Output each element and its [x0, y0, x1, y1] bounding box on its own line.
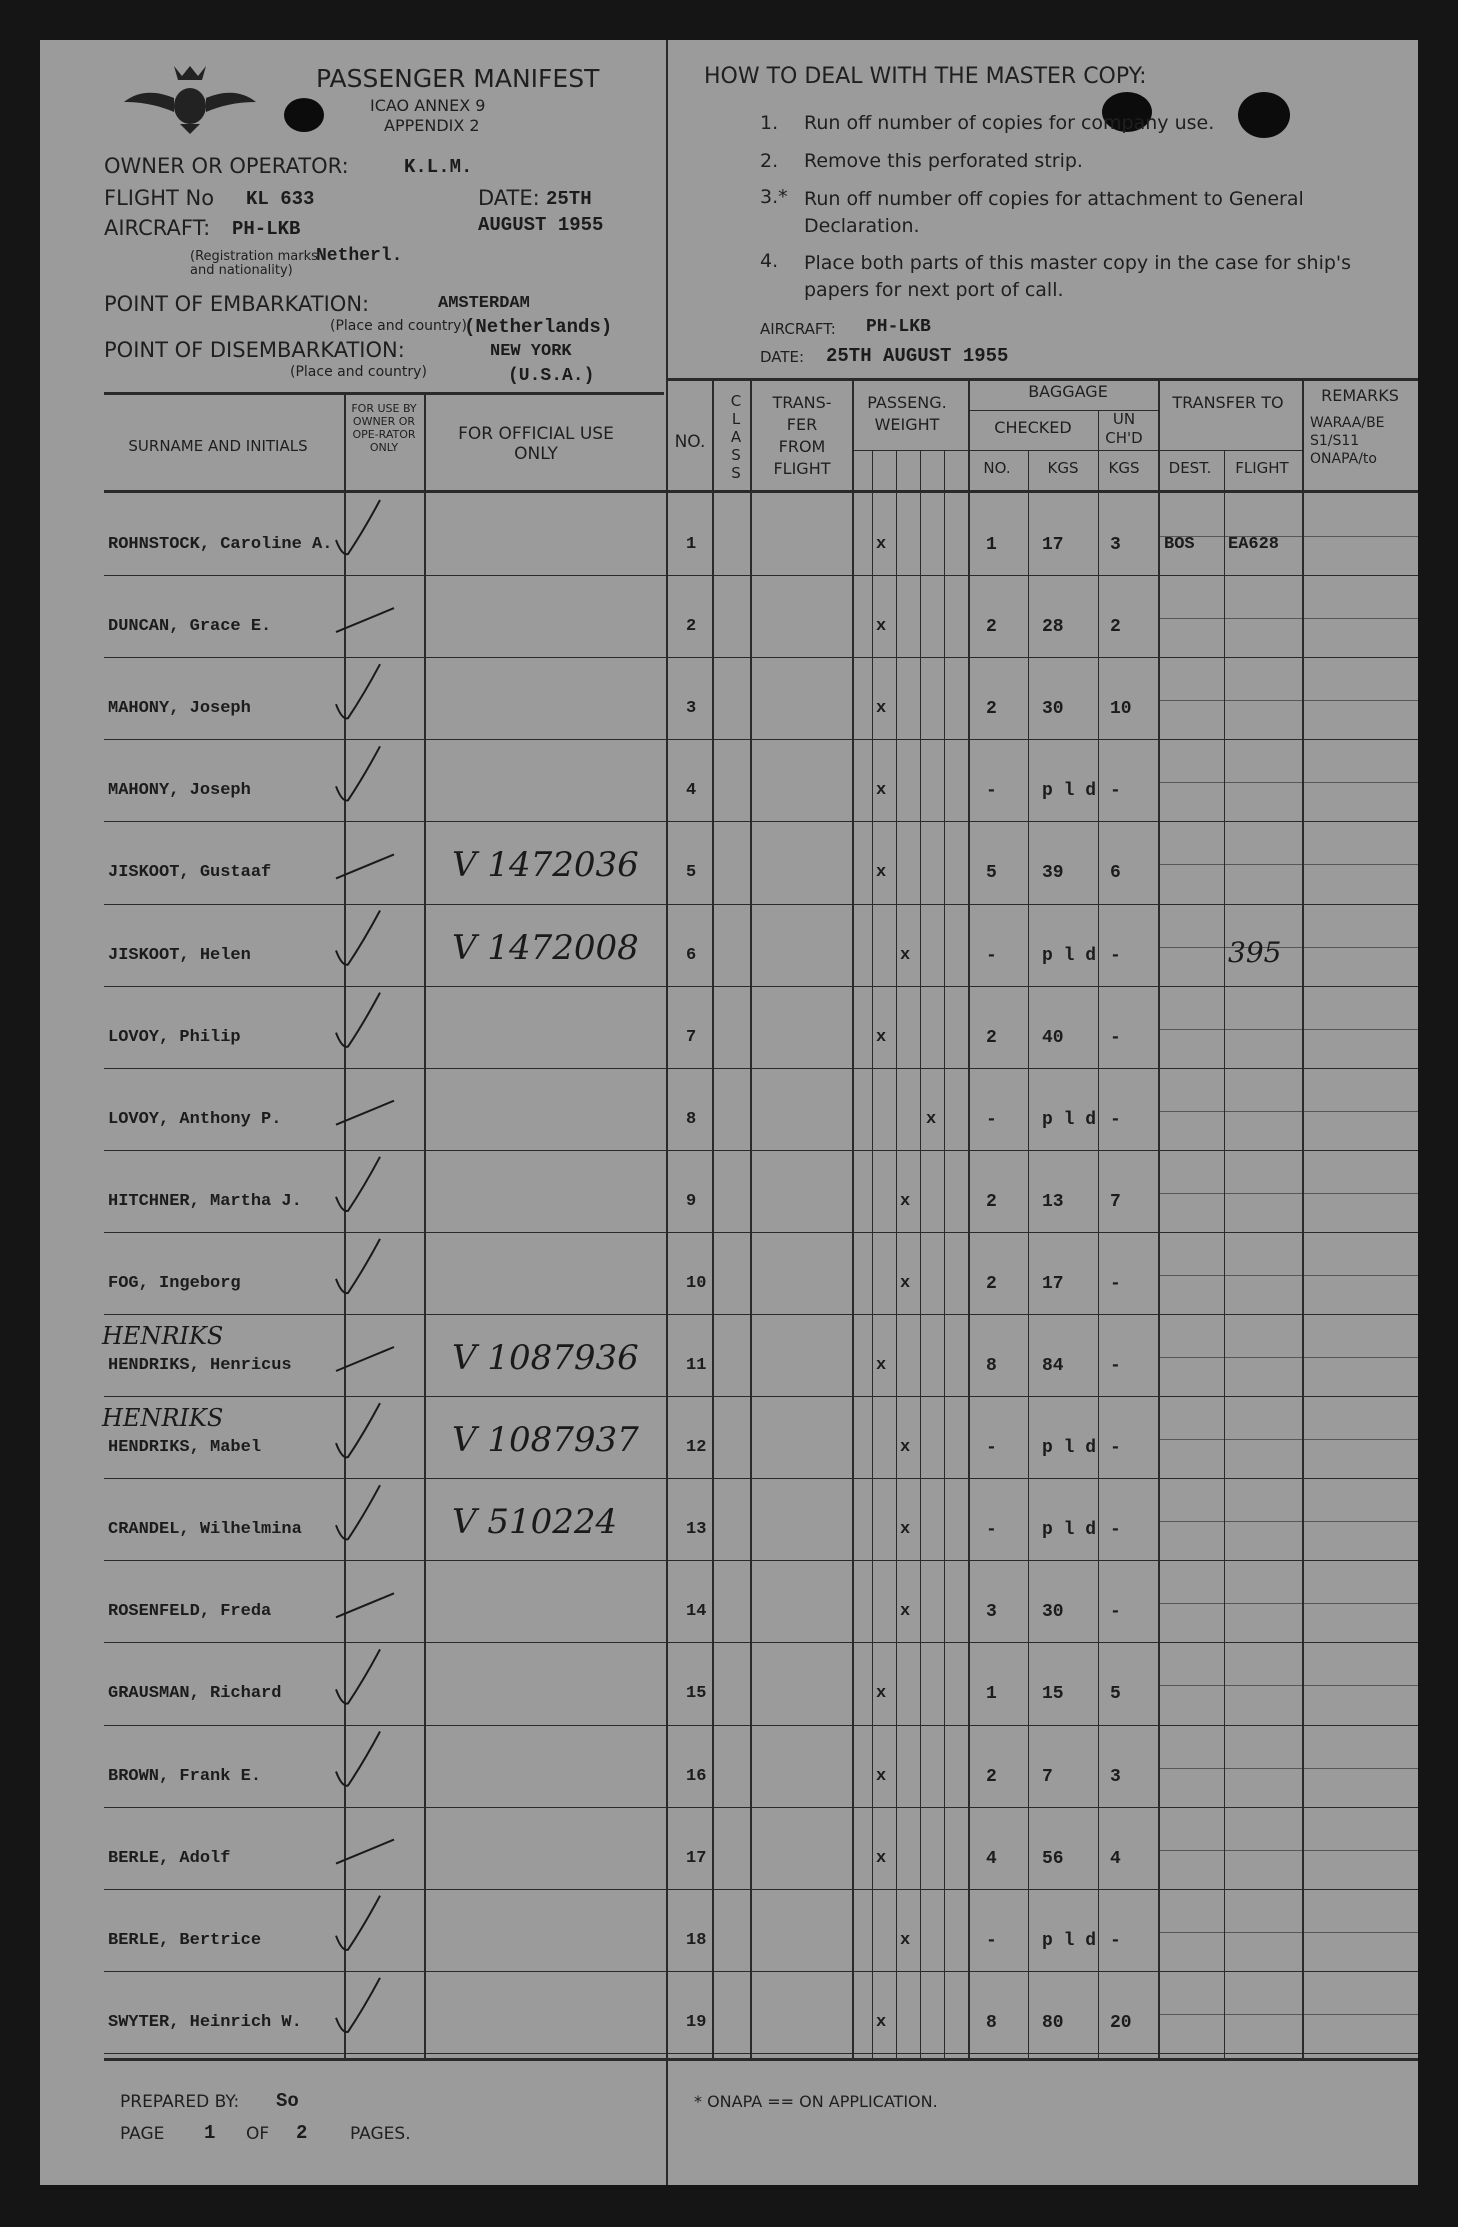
row-divider: [104, 1396, 1418, 1397]
weight-mark: x: [876, 1356, 887, 1375]
baggage-kgs: 39: [1042, 863, 1064, 884]
instruction-number: 1.: [760, 112, 779, 134]
checkmark-strokes: [330, 470, 490, 2090]
passenger-number: 4: [686, 781, 697, 801]
row-divider: [104, 2053, 1418, 2054]
unchecked-kgs: 20: [1110, 2012, 1132, 2033]
baggage-kgs: p l d: [1042, 1438, 1097, 1459]
checkmark-stroke: [336, 500, 380, 554]
row-divider: [104, 657, 1418, 658]
instruction-number: 3.*: [760, 186, 788, 208]
annex-label: ICAO ANNEX 9: [370, 96, 486, 115]
disembark-sub: (Place and country): [290, 364, 427, 380]
row-divider: [104, 821, 1418, 822]
row-divider: [104, 1068, 1418, 1069]
baggage-kgs: p l d: [1042, 945, 1097, 966]
embark-label: POINT OF EMBARKATION:: [104, 292, 370, 316]
baggage-count: 8: [986, 2012, 997, 2033]
weight-mark: x: [876, 863, 887, 883]
transfer-flight: EA628: [1228, 535, 1280, 554]
passenger-name: HITCHNER, Martha J.: [108, 1191, 302, 1211]
disembark-label: POINT OF DISEMBARKATION:: [104, 338, 405, 362]
weight-mark: x: [876, 699, 887, 719]
passenger-number: 9: [686, 1191, 697, 1211]
baggage-kgs: 15: [1042, 1684, 1064, 1705]
row-divider: [1158, 1768, 1418, 1769]
klm-crown-logo: [120, 58, 260, 138]
passenger-name: ROSENFELD, Freda: [108, 1602, 272, 1622]
col-header-baggage: BAGGAGE: [1028, 382, 1108, 401]
table-bottom-border: [104, 2058, 1418, 2061]
column-divider: [1158, 380, 1160, 2060]
baggage-kgs: 56: [1042, 1848, 1064, 1869]
row-divider: [1158, 1603, 1418, 1604]
strip-date-label: DATE:: [760, 348, 805, 366]
baggage-kgs: 28: [1042, 617, 1064, 638]
unchecked-kgs: -: [1110, 1027, 1121, 1048]
embark-value: AMSTERDAM: [438, 294, 530, 313]
column-divider: [968, 380, 970, 2060]
row-divider: [104, 1150, 1418, 1151]
passenger-name: HENDRIKS, Henricus: [108, 1356, 292, 1375]
name-correction: HENRIKS: [102, 1404, 224, 1433]
strip-aircraft-value: PH-LKB: [866, 317, 931, 337]
column-divider: [944, 450, 945, 2060]
instructions-title: HOW TO DEAL WITH THE MASTER COPY:: [704, 64, 1147, 89]
aircraft-label: AIRCRAFT:: [104, 216, 211, 240]
weight-mark: x: [876, 1684, 887, 1704]
row-divider: [104, 904, 1418, 905]
unchecked-kgs: -: [1110, 945, 1121, 966]
unchecked-kgs: -: [1110, 1930, 1121, 1951]
disembark-value: NEW YORK: [490, 342, 572, 361]
baggage-count: 2: [986, 1191, 997, 1212]
weight-mark: x: [900, 1438, 911, 1458]
of-label: OF: [246, 2124, 270, 2144]
passenger-number: 8: [686, 1109, 697, 1129]
column-divider: [1302, 380, 1304, 2060]
baggage-count: -: [986, 1109, 997, 1130]
row-divider: [104, 1889, 1418, 1890]
unchecked-kgs: -: [1110, 1109, 1121, 1130]
passenger-number: 18: [686, 1930, 707, 1950]
col-header-flight: FLIGHT: [1235, 459, 1289, 477]
col-header-unchd: UN CH'D: [1105, 410, 1143, 447]
baggage-kgs: 17: [1042, 1273, 1064, 1294]
unchecked-kgs: 2: [1110, 617, 1121, 638]
row-divider: [104, 739, 1418, 740]
column-divider: [872, 450, 873, 2060]
checkmark-stroke: [336, 1485, 380, 1539]
pages-label: PAGES.: [350, 2124, 411, 2144]
baggage-count: 1: [986, 535, 997, 555]
col-header-no: NO.: [674, 432, 706, 452]
passenger-name: CRANDEL, Wilhelmina: [108, 1520, 302, 1540]
date-value-2: AUGUST 1955: [478, 214, 604, 236]
document-title: PASSENGER MANIFEST: [316, 64, 600, 93]
instruction-text: Run off number off copies for attachment to General Declaration.: [804, 188, 1304, 237]
passenger-name: GRAUSMAN, Richard: [108, 1684, 282, 1704]
baggage-kgs: 80: [1042, 2012, 1064, 2033]
checkmark-stroke: [336, 1896, 380, 1950]
page-total: 2: [296, 2122, 308, 2144]
baggage-count: 2: [986, 1766, 997, 1787]
baggage-count: 1: [986, 1684, 997, 1705]
col-header-remarks-sub: WARAA/BE S1/S11 ONAPA/to: [1310, 415, 1385, 467]
passenger-number: 16: [686, 1766, 707, 1786]
baggage-count: -: [986, 1438, 997, 1459]
col-header-dest: DEST.: [1168, 459, 1212, 477]
flight-label: FLIGHT No: [104, 186, 215, 210]
checkmark-stroke: [336, 1732, 380, 1786]
baggage-count: -: [986, 1520, 997, 1541]
passenger-number: 14: [686, 1602, 707, 1622]
unchecked-kgs: -: [1110, 1438, 1121, 1459]
row-divider: [1158, 1357, 1418, 1358]
checkmark-stroke: [336, 1840, 394, 1864]
row-divider: [104, 1314, 1418, 1315]
owner-value: K.L.M.: [404, 156, 473, 178]
column-divider: [1224, 450, 1225, 2060]
baggage-kgs: 30: [1042, 1602, 1064, 1623]
weight-mark: x: [926, 1109, 937, 1129]
instruction-text: Place both parts of this master copy in the case for ship's papers for next port of call.: [804, 252, 1352, 301]
checkmark-stroke: [336, 746, 380, 800]
col-header-surname: SURNAME AND INITIALS: [128, 437, 308, 455]
row-divider: [1158, 700, 1418, 701]
checkmark-stroke: [336, 911, 380, 965]
baggage-kgs: 40: [1042, 1027, 1064, 1048]
row-divider: [1158, 947, 1418, 948]
passenger-name: BERLE, Adolf: [108, 1848, 231, 1868]
passenger-name: BROWN, Frank E.: [108, 1766, 262, 1786]
aircraft-value: PH-LKB: [232, 218, 301, 240]
transfer-dest: BOS: [1164, 535, 1195, 554]
row-divider: [104, 1642, 1418, 1643]
weight-mark: x: [876, 781, 887, 801]
weight-mark: x: [876, 2012, 887, 2032]
checkmark-stroke: [336, 1157, 380, 1211]
passenger-number: 12: [686, 1438, 707, 1458]
date-label: DATE:: [478, 186, 540, 210]
weight-mark: x: [876, 1027, 887, 1047]
baggage-count: 4: [986, 1848, 997, 1869]
passenger-name: MAHONY, Joseph: [108, 781, 251, 801]
strip-aircraft-label: AIRCRAFT:: [760, 320, 836, 338]
ink-blot: [1238, 92, 1290, 138]
col-header-official: FOR OFFICIAL USE ONLY: [458, 424, 614, 464]
weight-mark: x: [900, 1520, 911, 1540]
row-divider: [1158, 1439, 1418, 1440]
baggage-count: 3: [986, 1602, 997, 1623]
checkmark-stroke: [336, 664, 380, 718]
passenger-name: LOVOY, Philip: [108, 1027, 241, 1047]
registration-value: Netherl.: [316, 246, 403, 266]
row-divider: [1158, 1111, 1418, 1112]
unchecked-kgs: -: [1110, 1356, 1121, 1376]
manifest-sheet: [40, 40, 1418, 2185]
unchecked-kgs: 4: [1110, 1848, 1121, 1869]
passenger-number: 19: [686, 2012, 707, 2032]
checkmark-stroke: [336, 1239, 380, 1293]
row-divider: [1158, 536, 1418, 537]
checkmark-stroke: [336, 608, 394, 632]
checkmark-stroke: [336, 993, 380, 1047]
column-divider: [896, 450, 897, 2060]
page-label: PAGE: [120, 2124, 165, 2144]
instruction-text: Remove this perforated strip.: [804, 150, 1083, 172]
baggage-count: 8: [986, 1356, 997, 1376]
baggage-kgs: 7: [1042, 1766, 1053, 1787]
row-divider: [104, 1807, 1418, 1808]
header-divider: [968, 450, 1158, 451]
official-visa-number: V 1087936: [452, 1338, 639, 1378]
baggage-kgs: p l d: [1042, 1520, 1097, 1541]
passenger-number: 3: [686, 699, 697, 719]
official-visa-number: V 510224: [452, 1502, 618, 1543]
col-header-transfer-from: TRANS-FER FROM FLIGHT: [772, 393, 832, 478]
perforation-line: [666, 40, 668, 2185]
col-header-weight: PASSENG. WEIGHT: [867, 393, 947, 434]
baggage-count: 2: [986, 1273, 997, 1294]
passenger-name: LOVOY, Anthony P.: [108, 1109, 282, 1129]
weight-mark: x: [900, 1930, 911, 1950]
baggage-kgs: 17: [1042, 535, 1064, 555]
column-divider: [852, 380, 854, 2060]
row-divider: [1158, 1850, 1418, 1851]
col-header-owner-use: FOR USE BY OWNER OR OPE-RATOR ONLY: [351, 402, 417, 454]
embark-country: (Netherlands): [464, 316, 613, 338]
passenger-name: MAHONY, Joseph: [108, 699, 251, 719]
header-bottom-border: [104, 490, 1418, 493]
owner-label: OWNER OR OPERATOR:: [104, 154, 349, 178]
checkmark-stroke: [336, 1101, 394, 1125]
passenger-name: JISKOOT, Helen: [108, 945, 251, 965]
unchecked-kgs: 7: [1110, 1191, 1121, 1212]
passenger-name: JISKOOT, Gustaaf: [108, 863, 272, 883]
checkmark-stroke: [336, 1403, 380, 1457]
passenger-number: 6: [686, 945, 697, 965]
row-divider: [104, 1478, 1418, 1479]
flight-value: KL 633: [246, 188, 315, 210]
unchecked-kgs: 5: [1110, 1684, 1121, 1705]
passenger-name: DUNCAN, Grace E.: [108, 617, 272, 637]
passenger-name: BERLE, Bertrice: [108, 1930, 262, 1950]
checkmark-stroke: [336, 1593, 394, 1617]
row-divider: [1158, 1193, 1418, 1194]
checkmark-stroke: [336, 854, 394, 878]
row-divider: [1158, 618, 1418, 619]
baggage-count: -: [986, 781, 997, 802]
prepared-by-value: So: [276, 2090, 299, 2112]
checkmark-stroke: [336, 1649, 380, 1703]
prepared-by-label: PREPARED BY:: [120, 2092, 240, 2112]
row-divider: [1158, 1521, 1418, 1522]
nationality-label: and nationality): [190, 263, 293, 278]
table-top-border: [104, 392, 664, 395]
weight-mark: x: [900, 945, 911, 965]
appendix-label: APPENDIX 2: [384, 116, 480, 135]
row-divider: [1158, 1029, 1418, 1030]
onapa-note: * ONAPA == ON APPLICATION.: [694, 2092, 938, 2111]
baggage-count: 2: [986, 699, 997, 720]
header-divider: [1158, 450, 1302, 451]
row-divider: [1158, 1932, 1418, 1933]
baggage-count: -: [986, 945, 997, 966]
col-header-bag-no: NO.: [983, 459, 1011, 477]
passenger-number: 11: [686, 1356, 707, 1375]
row-divider: [104, 1560, 1418, 1561]
weight-mark: x: [876, 1766, 887, 1786]
official-visa-number: V 1472036: [452, 845, 639, 886]
row-divider: [1158, 1275, 1418, 1276]
passenger-number: 1: [686, 535, 697, 554]
row-divider: [1158, 864, 1418, 865]
row-divider: [104, 1971, 1418, 1972]
registration-label: (Registration marks: [190, 249, 318, 264]
official-visa-number: V 1087937: [452, 1420, 639, 1461]
column-divider: [920, 450, 921, 2060]
baggage-kgs: p l d: [1042, 1930, 1097, 1951]
baggage-count: 2: [986, 617, 997, 638]
row-divider: [104, 1232, 1418, 1233]
disembark-country: (U.S.A.): [508, 366, 595, 386]
passenger-number: 7: [686, 1027, 697, 1047]
header-divider: [852, 450, 968, 451]
weight-mark: x: [876, 617, 887, 637]
col-header-kgs: KGS: [1047, 459, 1079, 477]
unchecked-kgs: -: [1110, 781, 1121, 802]
official-visa-number: V 1472008: [452, 927, 639, 968]
baggage-kgs: p l d: [1042, 781, 1097, 802]
row-divider: [104, 575, 1418, 576]
passenger-name: ROHNSTOCK, Caroline A.: [108, 535, 333, 554]
passenger-number: 17: [686, 1848, 707, 1868]
col-header-transfer-to: TRANSFER TO: [1172, 393, 1284, 412]
transfer-flight: 395: [1228, 935, 1282, 969]
name-correction: HENRIKS: [102, 1322, 224, 1350]
unchecked-kgs: 3: [1110, 535, 1121, 555]
unchecked-kgs: 6: [1110, 863, 1121, 884]
baggage-kgs: 84: [1042, 1356, 1064, 1376]
column-divider: [750, 380, 752, 2060]
row-divider: [1158, 782, 1418, 783]
column-divider: [1028, 450, 1029, 2060]
weight-mark: x: [876, 535, 887, 554]
page-number: 1: [204, 2122, 216, 2144]
instruction-number: 2.: [760, 150, 779, 172]
weight-mark: x: [900, 1602, 911, 1622]
row-divider: [104, 986, 1418, 987]
baggage-kgs: 30: [1042, 699, 1064, 720]
checkmark-stroke: [336, 1978, 380, 2032]
passenger-name: HENDRIKS, Mabel: [108, 1438, 262, 1458]
passenger-name: FOG, Ingeborg: [108, 1273, 241, 1293]
row-divider: [1158, 1685, 1418, 1686]
weight-mark: x: [900, 1191, 911, 1211]
col-header-class: CLASS: [730, 392, 742, 482]
weight-mark: x: [876, 1848, 887, 1868]
col-header-unchd-kgs: KGS: [1108, 459, 1140, 477]
unchecked-kgs: -: [1110, 1273, 1121, 1294]
unchecked-kgs: -: [1110, 1602, 1121, 1623]
ink-blot: [284, 98, 324, 132]
unchecked-kgs: 10: [1110, 699, 1132, 720]
baggage-count: 2: [986, 1027, 997, 1048]
row-divider: [1158, 2014, 1418, 2015]
baggage-kgs: 13: [1042, 1191, 1064, 1212]
embark-sub: (Place and country): [330, 318, 467, 334]
date-value-1: 25TH: [546, 188, 592, 210]
strip-date-value: 25TH AUGUST 1955: [826, 345, 1009, 367]
instruction-text: Run off number of copies for company use.: [804, 112, 1215, 134]
table-top-border: [668, 378, 1418, 381]
unchecked-kgs: -: [1110, 1520, 1121, 1541]
baggage-count: -: [986, 1930, 997, 1951]
col-header-remarks: REMARKS: [1321, 386, 1399, 405]
checkmark-stroke: [336, 1347, 394, 1371]
passenger-number: 5: [686, 863, 697, 883]
column-divider: [712, 380, 714, 2060]
row-divider: [104, 1725, 1418, 1726]
instruction-number: 4.: [760, 250, 779, 272]
passenger-number: 13: [686, 1520, 707, 1540]
passenger-name: SWYTER, Heinrich W.: [108, 2012, 302, 2032]
passenger-number: 2: [686, 617, 697, 637]
passenger-number: 10: [686, 1273, 707, 1293]
col-header-checked: CHECKED: [994, 418, 1072, 437]
unchecked-kgs: 3: [1110, 1766, 1121, 1787]
baggage-kgs: p l d: [1042, 1109, 1097, 1130]
baggage-count: 5: [986, 863, 997, 884]
passenger-number: 15: [686, 1684, 707, 1704]
weight-mark: x: [900, 1273, 911, 1293]
